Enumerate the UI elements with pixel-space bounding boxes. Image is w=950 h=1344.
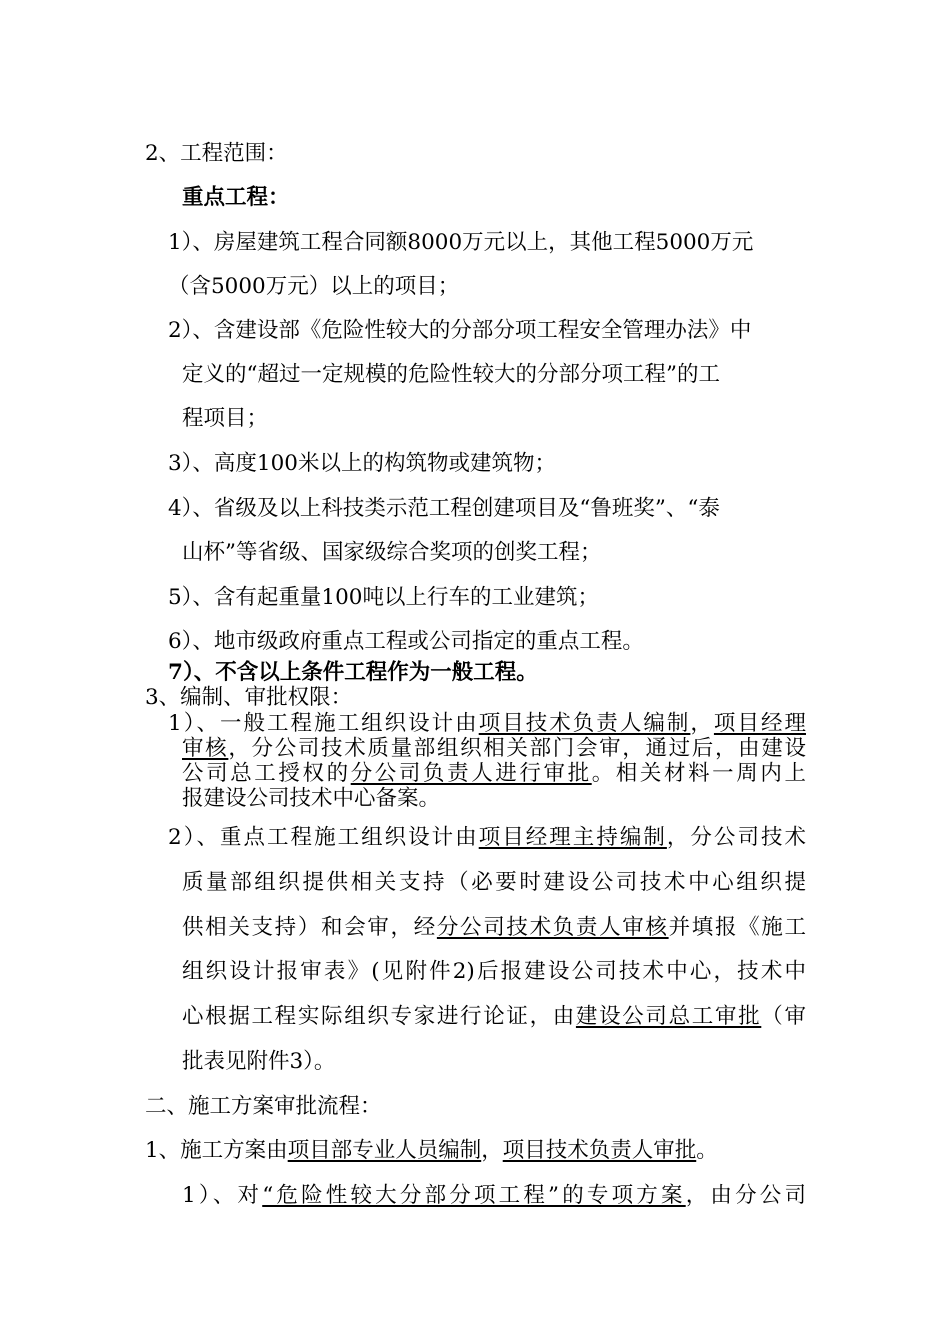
text: （审 [761, 1004, 806, 1029]
sec3-p2-line1 [168, 824, 806, 852]
text: 1）、一般工程施工组织设计由 [168, 711, 479, 736]
text: ，由分公司 [685, 1183, 806, 1208]
text: 1、施工方案由 [145, 1138, 288, 1163]
sec3-p1-line4: 报建设公司技术中心备案。 [182, 786, 441, 811]
item5: 5）、含有起重量100吨以上行车的工业建筑； [168, 585, 599, 610]
text: 供相关支持）和会审，经 [182, 915, 437, 940]
text: 2）、重点工程施工组织设计由 [168, 825, 479, 850]
part2-line1 [145, 1137, 718, 1165]
text: ， [481, 1138, 503, 1163]
sec3-p2-line3 [182, 914, 806, 942]
part2-heading: 二、施工方案审批流程： [145, 1094, 382, 1119]
underlined-text: 项目技术负责人编制 [478, 711, 691, 736]
text: 心根据工程实际组织专家进行论证，由 [182, 1004, 576, 1029]
underlined-text: 项目经理 [713, 711, 806, 736]
text: 。相关材料一周内上 [591, 761, 806, 786]
text: 并填报《施工 [668, 915, 806, 940]
sec3-p1-line2 [182, 735, 806, 763]
key-project-title: 重点工程： [182, 185, 290, 210]
sec2-heading: 2、工程范围： [145, 141, 288, 166]
sec3-p2-line5 [182, 1003, 806, 1031]
text: ， [690, 711, 714, 736]
underlined-text: 分公司负责人进行审批 [350, 761, 592, 786]
item1-line1: 1）、房屋建筑工程合同额8000万元以上，其他工程5000万元 [168, 230, 754, 255]
text: 1）、对 [182, 1183, 263, 1208]
sec3-p2-line6: 批表见附件3）。 [182, 1049, 336, 1074]
item7: 7）、不含以上条件工程作为一般工程。 [168, 660, 538, 685]
item2-line3: 程项目； [182, 406, 269, 431]
item1-line2: （含5000万元）以上的项目； [168, 274, 460, 299]
underlined-text: 建设公司总工审批 [575, 1004, 762, 1029]
item4-line2: 山杯”等省级、国家级综合奖项的创奖工程； [182, 540, 602, 565]
sec3-heading: 3、编制、审批权限： [145, 685, 353, 710]
sec3-p2-line4: 组织设计报审表》(见附件2)后报建设公司技术中心，技术中 [182, 959, 806, 984]
part2-line2 [182, 1182, 806, 1210]
text: ，分公司技术质量部组织相关部门会审，通过后，由建设 [228, 736, 806, 761]
sec3-p1-line3 [182, 760, 806, 788]
item3: 3）、高度100米以上的构筑物或建筑物； [168, 451, 556, 476]
sec3-p2-line2: 质量部组织提供相关支持（必要时建设公司技术中心组织提 [182, 870, 806, 895]
text: ，分公司技术 [666, 825, 806, 850]
underlined-text: “危险性较大分部分项工程”的专项方案 [262, 1183, 686, 1208]
text: 。 [696, 1138, 718, 1163]
underlined-text: 审核 [182, 736, 229, 761]
underlined-text: 分公司技术负责人审核 [436, 915, 669, 940]
item2-line1: 2）、含建设部《危险性较大的分部分项工程安全管理办法》中 [168, 318, 752, 343]
sec3-p1-line1 [168, 710, 806, 738]
text: 公司总工授权的 [182, 761, 351, 786]
item4-line1: 4）、省级及以上科技类示范工程创建项目及“鲁班奖”、“泰 [168, 496, 720, 521]
underlined-text: 项目技术负责人审批 [502, 1138, 697, 1163]
underlined-text: 项目经理主持编制 [478, 825, 667, 850]
underlined-text: 项目部专业人员编制 [287, 1138, 482, 1163]
item2-line2: 定义的“超过一定规模的危险性较大的分部分项工程”的工 [182, 362, 720, 387]
item6: 6）、地市级政府重点工程或公司指定的重点工程。 [168, 629, 644, 654]
